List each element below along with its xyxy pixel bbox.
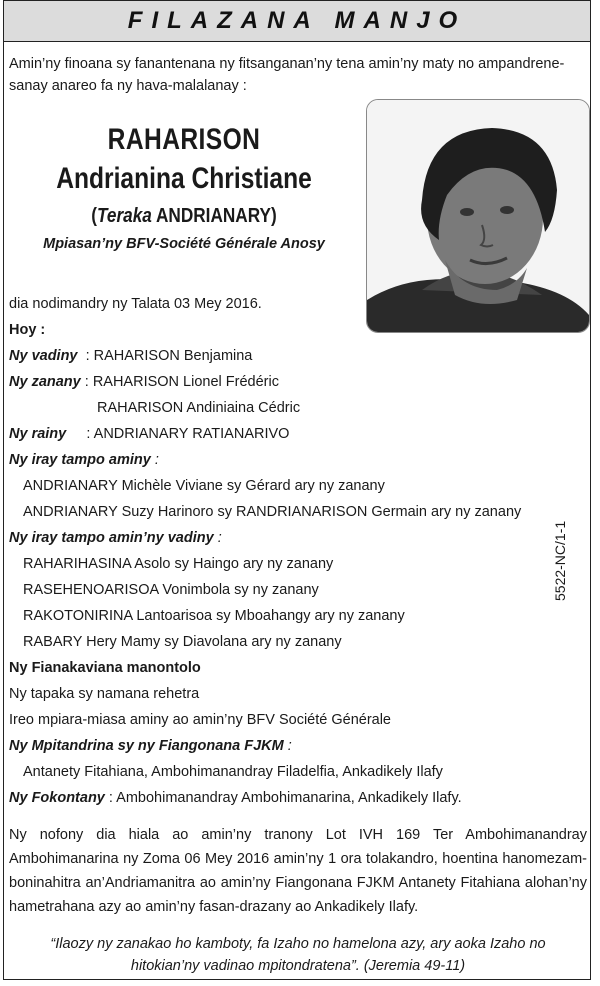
hoy-label: Hoy : <box>9 322 46 338</box>
mpiara-miasa-line: Ireo mpiara-miasa aminy ao amin’ny BFV Société Générale <box>9 712 391 728</box>
family-list <box>9 291 587 811</box>
teraka-word: Teraka <box>97 205 152 227</box>
vadiny-value: : RAHARISON Benjamina <box>85 348 253 364</box>
reference-code: 5522-NC/1-1 <box>552 520 568 601</box>
iray-tampo-item: ANDRIANARY Suzy Harinoro sy RANDRIANARISON Germain ary ny zanany <box>23 504 522 520</box>
deceased-surname: RAHARISON <box>107 123 261 156</box>
fokontany-value: : Ambohimanandray Ambohimanarina, Ankadikely Ilafy. <box>108 790 462 806</box>
vadiny-label: Ny vadiny <box>9 348 78 364</box>
iray-tampo-label: Ny iray tampo aminy <box>9 452 151 468</box>
teraka-name: ANDRIANARY) <box>155 205 277 227</box>
zanany-row <box>9 369 587 395</box>
iray-tampo-vadiny-item: RABARY Hery Mamy sy Diavolana ary ny zanany <box>23 634 342 650</box>
notice-title: FILAZANA MANJO <box>127 7 467 34</box>
bible-quote: “Ilaozy ny zanakao ho kamboty, fa Izaho no hamelona azy, ary aoka Izaho no hitokian’ny vadinao mpitondratena”. (Jeremia 49-11) <box>50 936 546 974</box>
notice-frame <box>3 0 591 980</box>
notice-header <box>4 1 590 42</box>
zanany-value-2: RAHARISON Andiniaina Cédric <box>97 400 301 416</box>
iray-tampo-vadiny-label: Ny iray tampo amin’ny vadiny <box>9 530 214 546</box>
iray-tampo-vadiny-item: RASEHENOARISOA Vonimbola sy ny zanany <box>23 582 319 598</box>
rainy-row <box>9 421 587 447</box>
deceased-maiden-name: (Teraka ANDRIANARY) <box>91 205 277 227</box>
iray-tampo-item: ANDRIANARY Michèle Viviane sy Gérard ary ny zanany <box>23 478 385 494</box>
death-date: dia nodimandry ny Talata 03 Mey 2016. <box>9 296 262 312</box>
zanany-label: Ny zanany <box>9 374 81 390</box>
iray-tampo-vadiny-item: RAHARIHASINA Asolo sy Haingo ary ny zanany <box>23 556 334 572</box>
deceased-name-block <box>4 121 364 255</box>
intro-text: Amin’ny finoana sy fanantenana ny fitsanganan’ny tena amin’ny maty no ampandrene-sanay anareo fa ny hava-malalanay : <box>9 56 565 94</box>
rainy-label: Ny rainy <box>9 426 67 442</box>
deceased-employer: Mpiasan’ny BFV-Société Générale Anosy <box>43 236 325 252</box>
vadiny-row <box>9 343 587 369</box>
zanany-value-1: : RAHARISON Lionel Frédéric <box>84 374 279 390</box>
iray-tampo-heading: Ny iray tampo aminy : <box>9 452 159 468</box>
fokontany-row <box>9 785 587 811</box>
fokontany-label: Ny Fokontany <box>9 790 105 806</box>
mpitandrina-label: Ny Mpitandrina sy ny Fiangonana FJKM <box>9 738 284 754</box>
iray-tampo-vadiny-heading: Ny iray tampo amin’ny vadiny : <box>9 530 222 546</box>
iray-tampo-vadiny-item: RAKOTONIRINA Lantoarisoa sy Mboahangy ary ny zanany <box>23 608 405 624</box>
rainy-value: : ANDRIANARY RATIANARIVO <box>86 426 290 442</box>
mpitandrina-value: Antanety Fitahiana, Ambohimanandray Filadelfia, Ankadikely Ilafy <box>23 764 443 780</box>
tapaka-line: Ny tapaka sy namana rehetra <box>9 686 200 702</box>
fianakaviana-line: Ny Fianakaviana manontolo <box>9 660 201 676</box>
mpitandrina-heading: Ny Mpitandrina sy ny Fiangonana FJKM : <box>9 738 292 754</box>
funeral-text: Ny nofony dia hiala ao amin’ny tranony Lot IVH 169 Ter Ambohimanandray Ambohimanarina ny Zoma 06 Mey 2016 amin’ny 1 ora tolakandro, hoentina hanomezam-boninahitra an’Andriamanitra ao amin’ny Fiangonana FJKM Antanety Fitahiana alohan’ny hametrahana azy ao amin’ny fasan-drazany ao Ankadikely Ilafy. <box>9 827 587 915</box>
deceased-given-names: Andrianina Christiane <box>56 162 312 195</box>
